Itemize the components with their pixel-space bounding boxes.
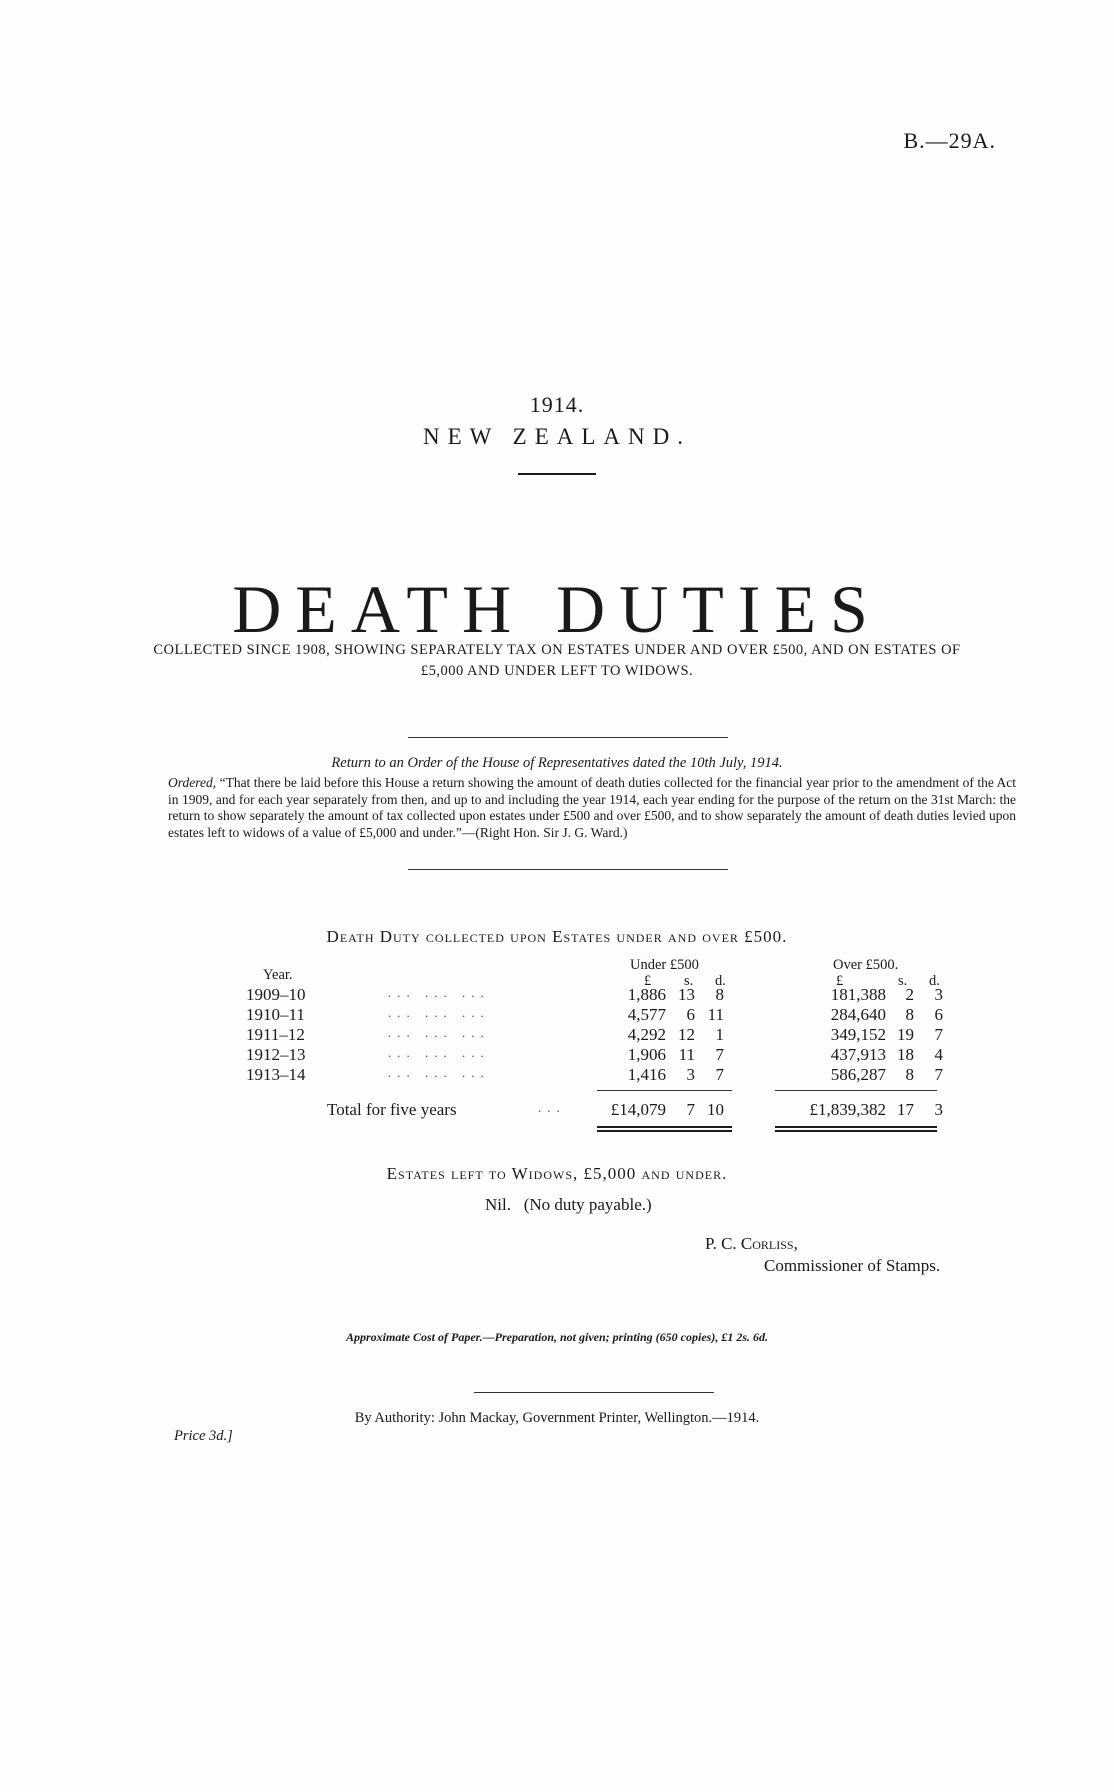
under-pence: 7	[715, 1065, 724, 1084]
over-pounds: 284,640	[830, 1005, 886, 1024]
leader-dots: ... ... ...	[388, 1005, 490, 1020]
document-year: 1914.	[529, 392, 585, 417]
double-rule-over-a	[775, 1126, 937, 1128]
under-pound-header: £	[644, 973, 652, 989]
over-shillings: 18	[897, 1045, 914, 1064]
total-rule-over	[775, 1090, 937, 1091]
row-year: 1911–12	[246, 1025, 305, 1044]
over-shillings: 8	[905, 1065, 914, 1084]
under-pence: 7	[715, 1045, 724, 1064]
signatory-name: P. C. Corliss,	[705, 1234, 798, 1253]
leader-dots: ... ... ...	[388, 1025, 490, 1040]
leader-dots: ... ... ...	[388, 1045, 490, 1060]
under-header: Under £500	[630, 957, 699, 973]
over-shillings: 8	[905, 1005, 914, 1024]
under-pounds: 1,886	[627, 985, 666, 1004]
table-row	[246, 985, 946, 1005]
total-under-pounds: £14,079	[610, 1100, 666, 1119]
table-row	[246, 1005, 946, 1025]
order-heading: Return to an Order of the House of Representatives dated the 10th July, 1914.	[331, 755, 783, 771]
total-under-shillings: 7	[686, 1100, 695, 1119]
under-pence: 11	[707, 1005, 724, 1024]
over-pence: 6	[934, 1005, 943, 1024]
widows-heading: Estates left to Widows, £5,000 and under.	[386, 1164, 728, 1183]
over-shillings: 2	[905, 985, 914, 1004]
over-pence: 3	[934, 985, 943, 1004]
total-under-pence: 10	[707, 1100, 724, 1119]
table-row	[246, 1045, 946, 1065]
divider-top	[408, 737, 728, 738]
price-note: Price 3d.]	[174, 1428, 233, 1444]
over-pounds: 437,913	[830, 1045, 886, 1064]
over-shilling-header: s.	[898, 973, 908, 989]
total-over-pounds: £1,839,382	[809, 1100, 886, 1119]
document-title: DEATH DUTIES	[232, 571, 882, 647]
under-pounds: 4,292	[627, 1025, 666, 1044]
under-pence: 8	[715, 985, 724, 1004]
row-year: 1909–10	[246, 985, 306, 1004]
double-rule-under-b	[597, 1130, 732, 1132]
double-rule-under-a	[597, 1126, 732, 1128]
over-pounds: 181,388	[830, 985, 886, 1004]
signatory-title: Commissioner of Stamps.	[764, 1256, 941, 1275]
under-shillings: 3	[686, 1065, 695, 1084]
authority-rule	[474, 1392, 714, 1393]
total-over-shillings: 17	[897, 1100, 914, 1119]
printer-authority: By Authority: John Mackay, Government Printer, Wellington.—1914.	[354, 1410, 760, 1426]
over-header: Over £500.	[833, 957, 899, 973]
table-row	[246, 1065, 946, 1085]
cost-note: Approximate Cost of Paper.—Preparation, not given; printing (650 copies), £1 2s. 6d.	[345, 1330, 768, 1344]
double-rule-over-b	[775, 1130, 937, 1132]
under-shillings: 11	[678, 1045, 695, 1064]
total-over-pence: 3	[934, 1100, 943, 1119]
under-pence: 1	[715, 1025, 724, 1044]
document-subtitle: COLLECTED SINCE 1908, SHOWING SEPARATELY TAX ON ESTATES UNDER AND OVER £500, AND ON ESTATES OF £5,000 AND UNDER LEFT TO WIDOWS.	[153, 642, 961, 679]
order-paragraph	[168, 775, 1016, 841]
leader-dots: ... ... ...	[388, 985, 490, 1000]
under-shillings: 13	[678, 985, 695, 1004]
total-rule-under	[597, 1090, 732, 1091]
over-pounds: 586,287	[830, 1065, 886, 1084]
document-reference: B.—29A.	[903, 128, 996, 153]
year-header: Year.	[263, 967, 293, 983]
table-title: Death Duty collected upon Estates under and over £500.	[326, 927, 788, 946]
order-text: “That there be laid before this House a return showing the amount of death duties collected for the financial year prior to the amendment of the Act in 1909, and for each year separately from then, and up to and including the year 1914, each year ending for the purpose of the return on the 31st March: the return to show separately the amount of tax collected upon estates under £500 and over £500, and to show separately the amount of death duties levied upon estates left to widows of a value of £5,000 and under.”—(Right Hon. Sir J. G. Ward.)	[168, 775, 1016, 840]
row-year: 1910–11	[246, 1005, 305, 1024]
over-pounds: 349,152	[830, 1025, 886, 1044]
under-shilling-header: s.	[684, 973, 694, 989]
widows-nil-note: Nil. (No duty payable.)	[485, 1195, 652, 1214]
over-shillings: 19	[897, 1025, 914, 1044]
divider-bottom	[408, 869, 728, 870]
under-pence-header: d.	[715, 973, 726, 989]
table-row	[246, 1025, 946, 1045]
under-shillings: 6	[686, 1005, 695, 1024]
under-pounds: 1,906	[627, 1045, 666, 1064]
leader-dots: ...	[538, 1100, 566, 1115]
country-heading: NEW ZEALAND.	[422, 424, 692, 449]
ordered-label: Ordered,	[168, 775, 217, 790]
under-pounds: 4,577	[627, 1005, 666, 1024]
row-year: 1912–13	[246, 1045, 306, 1064]
short-rule	[518, 473, 596, 475]
over-pence: 7	[934, 1025, 943, 1044]
over-pound-header: £	[836, 973, 844, 989]
row-year: 1913–14	[246, 1065, 306, 1084]
over-pence-header: d.	[929, 973, 940, 989]
total-label: Total for five years	[327, 1100, 457, 1119]
under-pounds: 1,416	[627, 1065, 666, 1084]
over-pence: 4	[934, 1045, 943, 1064]
over-pence: 7	[934, 1065, 943, 1084]
under-shillings: 12	[678, 1025, 695, 1044]
total-row	[246, 1100, 946, 1120]
leader-dots: ... ... ...	[388, 1065, 490, 1080]
